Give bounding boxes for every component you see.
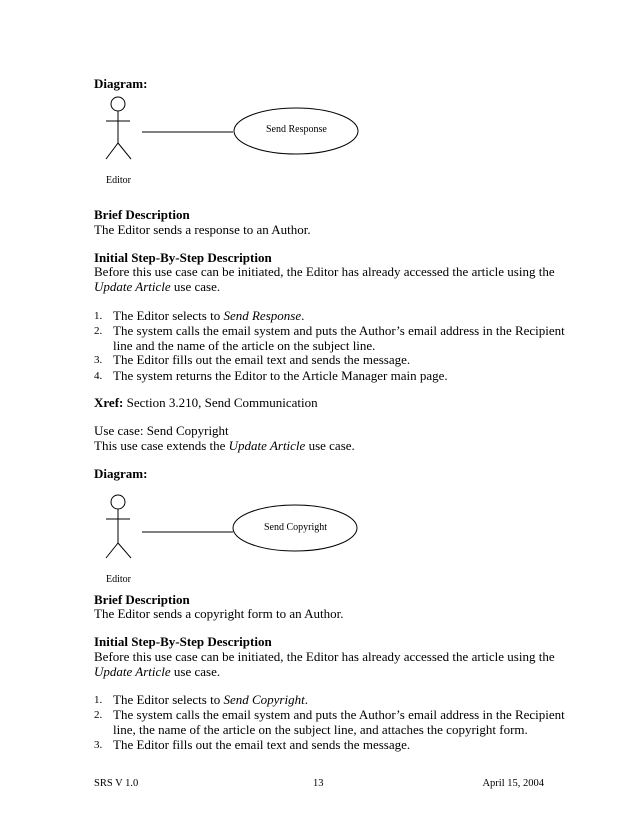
use-case-label: Send Response xyxy=(266,124,327,135)
step-number: 1. xyxy=(94,694,103,706)
update-article-reference: Update Article xyxy=(94,279,171,294)
initial-description-heading: Initial Step-By-Step Description xyxy=(94,634,272,649)
update-article-reference: Update Article xyxy=(94,664,171,679)
xref-line: Xref: Section 3.210, Send Communication xyxy=(94,395,318,410)
extends-text: This use case extends the Update Article use case. xyxy=(94,438,355,453)
initial-description-line2: Update Article use case. xyxy=(94,279,221,294)
initial-description-heading: Initial Step-By-Step Description xyxy=(94,250,272,265)
footer-version: SRS V 1.0 xyxy=(94,778,139,789)
footer-date: April 15, 2004 xyxy=(482,778,544,789)
step-1-text: The Editor selects to Send Response. xyxy=(113,308,305,323)
brief-description-text: The Editor sends a copyright form to an Author. xyxy=(94,606,344,621)
actor-label: Editor xyxy=(106,175,131,186)
step-number: 1. xyxy=(94,310,103,322)
step-2-line1: The system calls the email system and puts the Author’s email address in the Recipient xyxy=(113,323,565,338)
actor-stick-figure xyxy=(106,495,131,558)
step-2-line1: The system calls the email system and puts the Author’s email address in the Recipient xyxy=(113,707,565,722)
use-case-title: Use case: Send Copyright xyxy=(94,423,229,438)
step-number: 3. xyxy=(94,354,103,366)
initial-description-line2: Update Article use case. xyxy=(94,664,221,679)
diagram-heading: Diagram: xyxy=(94,466,148,481)
step-2-line2: line and the name of the article on the subject line. xyxy=(113,338,376,353)
step-3-text: The Editor fills out the email text and sends the message. xyxy=(113,737,411,752)
actor-label: Editor xyxy=(106,574,131,585)
initial-description-line1: Before this use case can be initiated, the Editor has already accessed the article using the xyxy=(94,649,555,664)
brief-description-heading: Brief Description xyxy=(94,592,190,607)
step-4-text: The system returns the Editor to the Article Manager main page. xyxy=(113,368,448,383)
use-case-label: Send Copyright xyxy=(264,522,328,533)
step-number: 4. xyxy=(94,370,103,382)
brief-description-text: The Editor sends a response to an Author. xyxy=(94,222,311,237)
step-number: 2. xyxy=(94,709,103,721)
step-number: 2. xyxy=(94,325,103,337)
diagram-heading: Diagram: xyxy=(94,76,148,91)
footer-page-number: 13 xyxy=(313,778,324,789)
step-3-text: The Editor fills out the email text and sends the message. xyxy=(113,352,411,367)
brief-description-heading: Brief Description xyxy=(94,207,190,222)
step-number: 3. xyxy=(94,739,103,751)
step-1-text: The Editor selects to Send Copyright. xyxy=(113,692,308,707)
step-2-line2: line, the name of the article on the subject line, and attaches the copyright form. xyxy=(113,722,528,737)
initial-description-line1: Before this use case can be initiated, the Editor has already accessed the article using the xyxy=(94,264,555,279)
